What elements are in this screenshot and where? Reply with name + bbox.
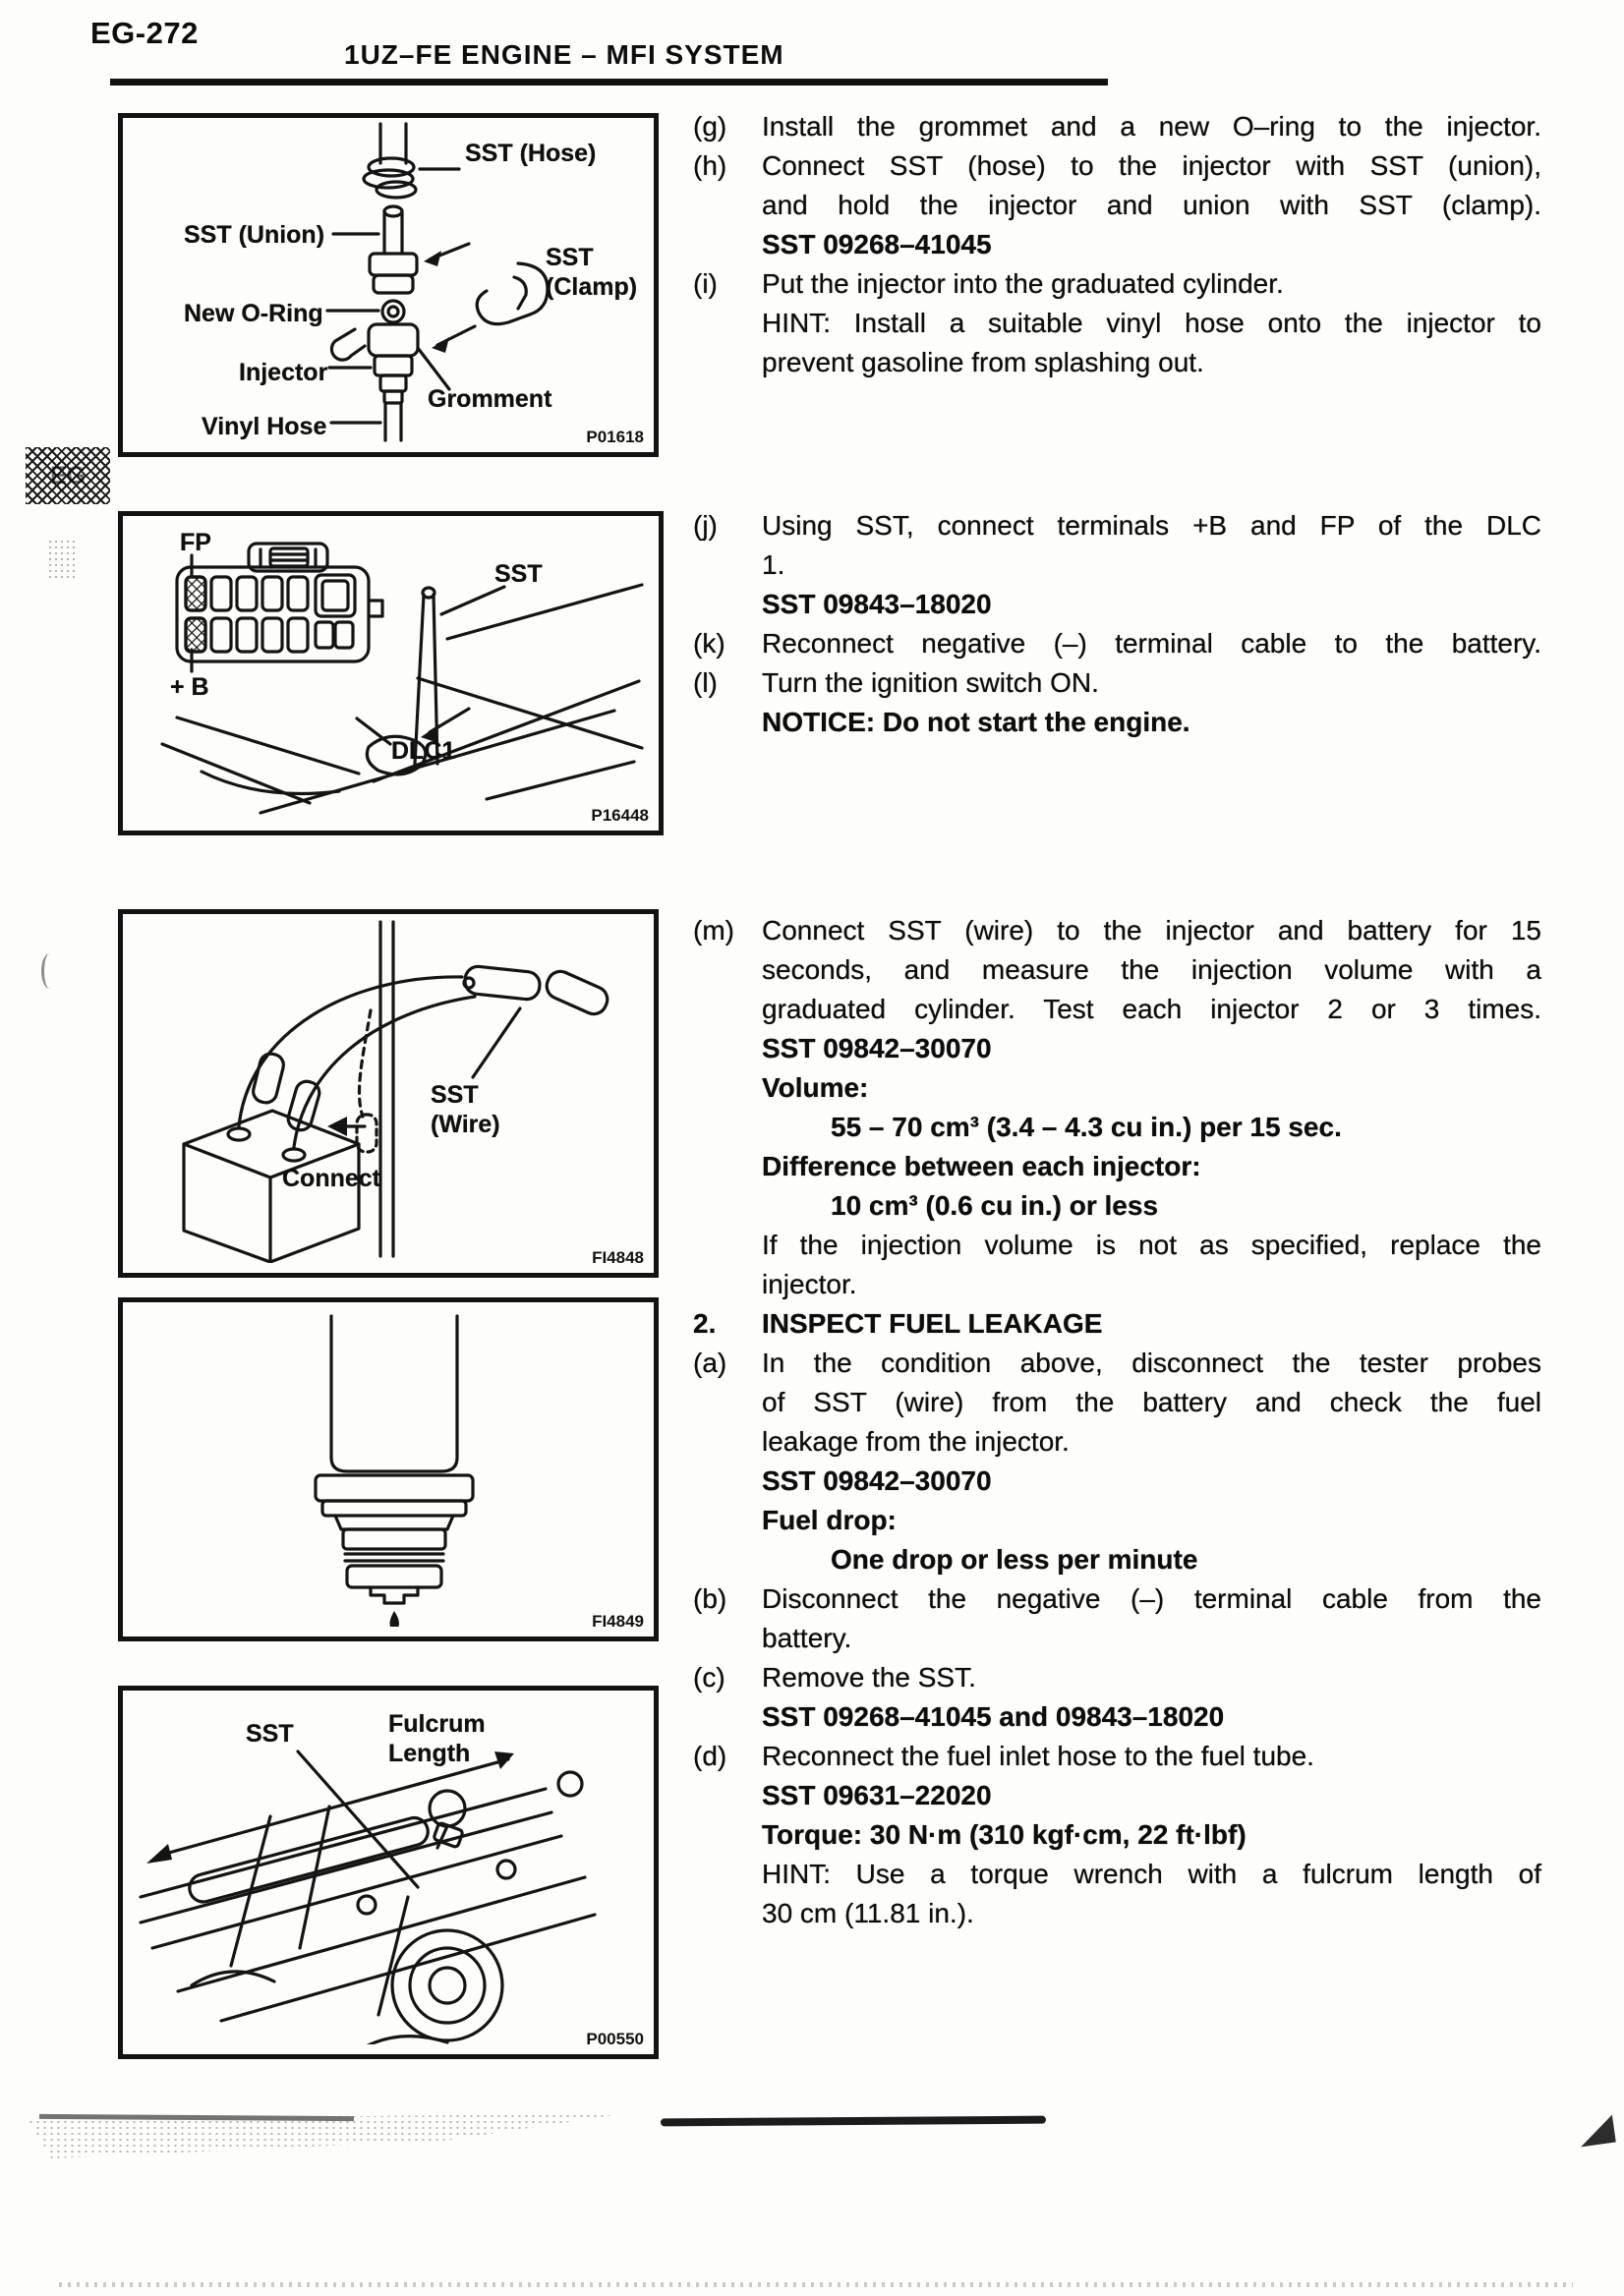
scan-wedge	[1577, 2115, 1616, 2148]
label-fp: FP	[180, 529, 211, 556]
label-vinyl-hose: Vinyl Hose	[202, 413, 327, 440]
figure-5	[118, 1686, 659, 2059]
step-line: leakage from the injector.	[762, 1426, 1070, 1457]
step-line: If the injection volume is not as specified, replace the	[762, 1230, 1541, 1260]
injector-tip-leak-diagram	[123, 1302, 644, 1627]
step-line: Connect SST (wire) to the injector and battery for 15	[762, 915, 1541, 946]
figure-1	[118, 113, 659, 457]
step-marker-b: (b)	[693, 1583, 727, 1614]
label-injector: Injector	[239, 359, 328, 386]
step-line: battery.	[762, 1623, 852, 1653]
figure-2	[118, 511, 664, 835]
figure-code: FI4848	[592, 1248, 644, 1267]
section-tab-label: EG	[49, 461, 87, 489]
label-sst: SST	[494, 560, 543, 588]
injection-volume-test-diagram	[123, 914, 644, 1263]
step-line: seconds, and measure the injection volume with a	[762, 954, 1541, 985]
label-sst-wire-2: (Wire)	[431, 1111, 500, 1138]
label-dlc1: DLC1	[391, 737, 456, 765]
section-number: 2.	[693, 1308, 717, 1339]
label-sst: SST	[246, 1720, 294, 1748]
label-sst-clamp: SST	[546, 244, 594, 271]
label-sst-wire: SST	[431, 1081, 479, 1109]
step-line: HINT: Install a suitable vinyl hose onto the injector to	[762, 308, 1541, 338]
spec-value: 10 cm³ (0.6 cu in.) or less	[831, 1190, 1159, 1221]
figure-4	[118, 1297, 659, 1641]
step-line: Reconnect negative (–) terminal cable to the battery.	[762, 628, 1541, 659]
label-fulcrum-2: Length	[388, 1740, 471, 1767]
label-sst-clamp-2: (Clamp)	[546, 273, 638, 301]
figure-code: P00550	[586, 2030, 644, 2048]
section-heading: INSPECT FUEL LEAKAGE	[762, 1308, 1103, 1339]
step-line: Put the injector into the graduated cylinder.	[762, 268, 1284, 299]
label-connect: Connect	[282, 1165, 380, 1192]
sst-number: SST 09268–41045	[762, 229, 992, 259]
step-line: prevent gasoline from splashing out.	[762, 347, 1204, 377]
spec-label: Volume:	[762, 1072, 869, 1103]
spec-label: Difference between each injector:	[762, 1151, 1201, 1181]
step-line: HINT: Use a torque wrench with a fulcrum length of	[762, 1859, 1541, 1889]
step-line: Remove the SST.	[762, 1662, 976, 1693]
spec-value: One drop or less per minute	[831, 1544, 1198, 1575]
sst-number: SST 09842–30070	[762, 1033, 992, 1063]
step-line: In the condition above, disconnect the tester probes	[762, 1348, 1541, 1378]
sst-number: SST 09842–30070	[762, 1465, 992, 1496]
step-line: graduated cylinder. Test each injector 2 or 3 times.	[762, 994, 1541, 1024]
torque-wrench-diagram	[123, 1691, 644, 2044]
step-line: Connect SST (hose) to the injector with SST (union),	[762, 150, 1541, 181]
section-tab	[26, 447, 110, 504]
sst-number: SST 09268–41045 and 09843–18020	[762, 1701, 1225, 1732]
step-marker-g: (g)	[693, 111, 727, 142]
step-line: injector.	[762, 1269, 857, 1299]
label-plus-b: + B	[170, 673, 209, 701]
label-fulcrum: Fulcrum	[388, 1710, 486, 1738]
step-marker-k: (k)	[693, 628, 725, 659]
step-line: of SST (wire) from the battery and check the fuel	[762, 1387, 1541, 1417]
step-line: 1.	[762, 549, 785, 580]
step-marker-c: (c)	[693, 1662, 725, 1693]
step-line: Install the grommet and a new O–ring to the injector.	[762, 111, 1541, 142]
spec-value: 55 – 70 cm³ (3.4 – 4.3 cu in.) per 15 sec.	[831, 1112, 1342, 1142]
step-line: Reconnect the fuel inlet hose to the fuel tube.	[762, 1741, 1314, 1771]
torque-spec: Torque: 30 N·m (310 kgf·cm, 22 ft·lbf)	[762, 1819, 1247, 1850]
step-marker-a: (a)	[693, 1348, 727, 1378]
label-grommet: Gromment	[428, 385, 552, 413]
figure-code: P01618	[586, 428, 644, 446]
spec-label: Fuel drop:	[762, 1505, 897, 1535]
step-marker-i: (i)	[693, 268, 718, 299]
scan-mark	[41, 953, 58, 989]
figure-3	[118, 909, 659, 1278]
label-new-oring: New O-Ring	[184, 300, 323, 327]
notice-line: NOTICE: Do not start the engine.	[762, 707, 1190, 737]
step-marker-d: (d)	[693, 1741, 727, 1771]
page-title: 1UZ–FE ENGINE – MFI SYSTEM	[344, 39, 784, 70]
step-line: Disconnect the negative (–) terminal cable from the	[762, 1583, 1541, 1614]
sst-number: SST 09843–18020	[762, 589, 992, 619]
step-marker-j: (j)	[693, 510, 718, 541]
figure-code: FI4849	[592, 1612, 644, 1631]
step-line: 30 cm (11.81 in.).	[762, 1898, 974, 1928]
step-line: Turn the ignition switch ON.	[762, 667, 1099, 698]
step-line: and hold the injector and union with SST (clamp).	[762, 190, 1541, 220]
label-sst-hose: SST (Hose)	[465, 140, 597, 167]
sst-number: SST 09631–22020	[762, 1780, 992, 1810]
step-marker-l: (l)	[693, 667, 718, 698]
scan-smear	[661, 2116, 1046, 2127]
page-number: EG-272	[90, 16, 199, 50]
step-line: Using SST, connect terminals +B and FP of the DLC	[762, 510, 1541, 541]
step-marker-h: (h)	[693, 150, 727, 181]
scan-speckle	[47, 539, 75, 580]
figure-code: P16448	[591, 806, 649, 825]
header-rule	[110, 79, 1108, 86]
label-sst-union: SST (Union)	[184, 221, 325, 249]
dlc1-connector-diagram	[123, 516, 649, 821]
scan-noise-bottom	[59, 2282, 1573, 2287]
step-marker-m: (m)	[693, 915, 734, 946]
